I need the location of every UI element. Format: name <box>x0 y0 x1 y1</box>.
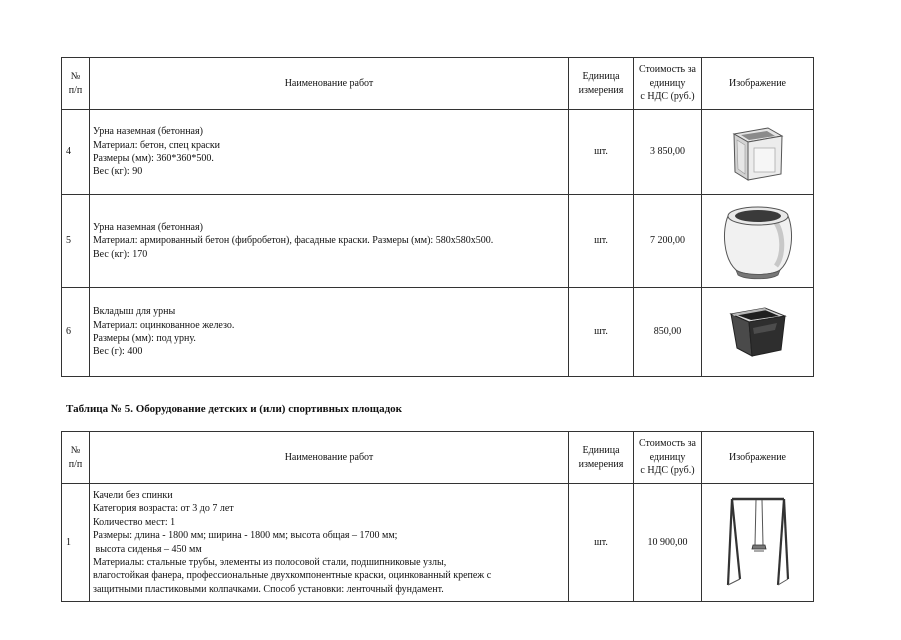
swing-picture <box>726 493 790 593</box>
table-row <box>62 484 814 602</box>
row-image <box>702 288 814 377</box>
concrete-round-urn-picture <box>718 200 798 282</box>
row-description: Вкладыш для урны Материал: оцинкованное железо. Размеры (мм): под урну. Вес (г): 400 <box>90 288 569 377</box>
row-unit: шт. <box>569 110 634 195</box>
header-unit: Единица измерения <box>569 58 634 110</box>
table-row <box>62 195 814 288</box>
table-row <box>62 288 814 377</box>
row-description: Урна наземная (бетонная) Материал: бетон, спец краски Размеры (мм): 360*360*500. Вес (кг): 90 <box>90 110 569 195</box>
table-playground-equipment <box>61 431 814 602</box>
header-name: Наименование работ <box>90 432 569 484</box>
row-image <box>702 195 814 288</box>
header-unit: Единица измерения <box>569 432 634 484</box>
header-name: Наименование работ <box>90 58 569 110</box>
header-image: Изображение <box>702 58 814 110</box>
header-price: Стоимость за единицу с НДС (руб.) <box>634 432 702 484</box>
row-image <box>702 484 814 602</box>
header-price: Стоимость за единицу с НДС (руб.) <box>634 58 702 110</box>
row-price: 10 900,00 <box>634 484 702 602</box>
row-number: 6 <box>62 288 90 377</box>
row-price: 850,00 <box>634 288 702 377</box>
table-urns <box>61 57 814 377</box>
concrete-square-urn-picture <box>728 120 788 184</box>
table-row <box>62 110 814 195</box>
row-description: Урна наземная (бетонная) Материал: армированный бетон (фибробетон), фасадные краски. Размеры (мм): 580х580х500. Вес (кг): 170 <box>90 195 569 288</box>
row-number: 1 <box>62 484 90 602</box>
row-number: 5 <box>62 195 90 288</box>
row-unit: шт. <box>569 195 634 288</box>
row-number: 4 <box>62 110 90 195</box>
section-title: Таблица № 5. Оборудование детских и (или) спортивных площадок <box>66 403 402 415</box>
row-unit: шт. <box>569 484 634 602</box>
row-price: 7 200,00 <box>634 195 702 288</box>
row-unit: шт. <box>569 288 634 377</box>
row-image <box>702 110 814 195</box>
row-price: 3 850,00 <box>634 110 702 195</box>
header-num: № п/п <box>62 58 90 110</box>
table-header-row <box>62 432 814 484</box>
urn-liner-picture <box>727 302 789 362</box>
table-header-row <box>62 58 814 110</box>
header-num: № п/п <box>62 432 90 484</box>
row-description: Качели без спинки Категория возраста: от 3 до 7 лет Количество мест: 1 Размеры: длина - 1800 мм; ширина - 1800 мм; высота общая – 1700 мм; высота сиденья – 450 мм Материалы: стальные трубы, элементы из полосовой стали, подшипниковые узлы, влагостойкая фанера, профессиональные двухкомпонентные краски, оцинкованный крепеж с защитными пластиковыми колпачками. Способ установки: ленточный фундамент. <box>90 484 569 602</box>
header-image: Изображение <box>702 432 814 484</box>
